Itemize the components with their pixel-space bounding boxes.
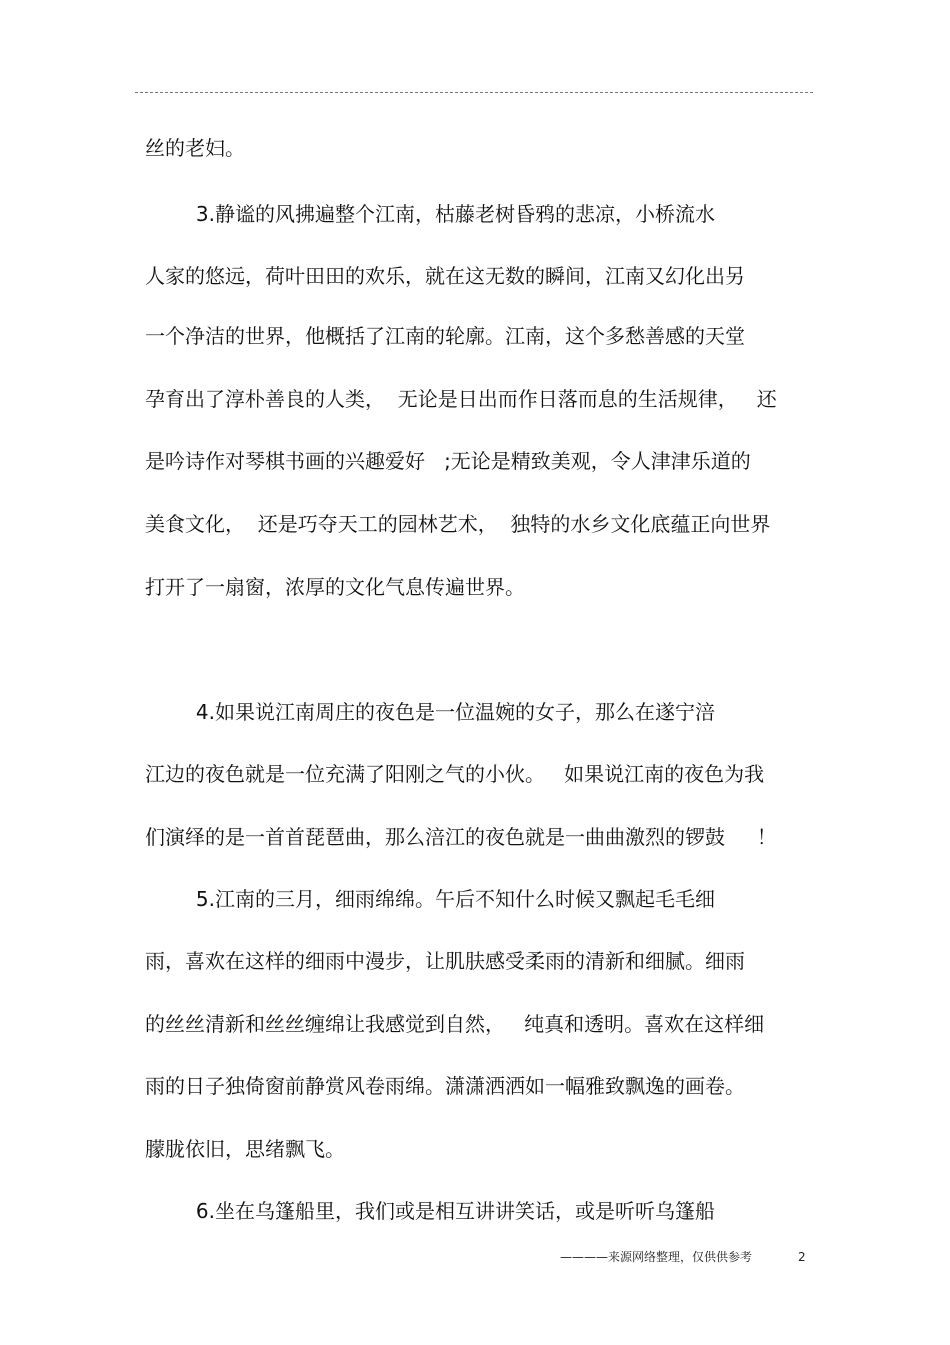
header-rule <box>135 92 813 93</box>
text-line: 人家的悠远，荷叶田田的欢乐，就在这无数的瞬间，江南又幻化出另 <box>145 264 745 288</box>
text-line: 朦胧依旧，思绪飘飞。 <box>145 1137 345 1161</box>
text-line: 丝的老妇。 <box>145 136 245 160</box>
text-line: 是吟诗作对琴棋书画的兴趣爱好 ;无论是精致美观，令人津津乐道的 <box>145 449 751 473</box>
page-number: 2 <box>798 1250 806 1264</box>
text-line: 们演绎的是一首首琵琶曲，那么涪江的夜色就是一曲曲激烈的锣鼓 ！ <box>145 825 777 849</box>
text-line: 一个净洁的世界，他概括了江南的轮廓。江南，这个多愁善感的天堂 <box>145 324 745 348</box>
text-line: 4.如果说江南周庄的夜色是一位温婉的女子，那么在遂宁涪 <box>145 700 715 724</box>
text-line: 的丝丝清新和丝丝缠绵让我感觉到自然， 纯真和透明。喜欢在这样细 <box>145 1012 765 1036</box>
text-line: 雨的日子独倚窗前静赏风卷雨绵。潇潇洒洒如一幅雅致飘逸的画卷。 <box>145 1074 745 1098</box>
text-line: 3.静谧的风拂遍整个江南，枯藤老树昏鸦的悲凉，小桥流水 <box>145 202 715 226</box>
footer-source-note: ————来源网络整理，仅供供参考 <box>560 1250 753 1264</box>
text-line: 江边的夜色就是一位充满了阳刚之气的小伙。 如果说江南的夜色为我 <box>145 762 765 786</box>
text-line: 打开了一扇窗，浓厚的文化气息传遍世界。 <box>145 575 525 599</box>
text-line: 5.江南的三月，细雨绵绵。午后不知什么时候又飘起毛毛细 <box>145 887 715 911</box>
text-line: 美食文化， 还是巧夺天工的园林艺术， 独特的水乡文化底蕴正向世界 <box>145 512 771 536</box>
text-line: 孕育出了淳朴善良的人类， 无论是日出而作日落而息的生活规律， 还 <box>145 387 777 411</box>
text-line: 6.坐在乌篷船里，我们或是相互讲讲笑话，或是听听乌篷船 <box>145 1199 715 1223</box>
text-line: 雨，喜欢在这样的细雨中漫步，让肌肤感受柔雨的清新和细腻。细雨 <box>145 949 745 973</box>
